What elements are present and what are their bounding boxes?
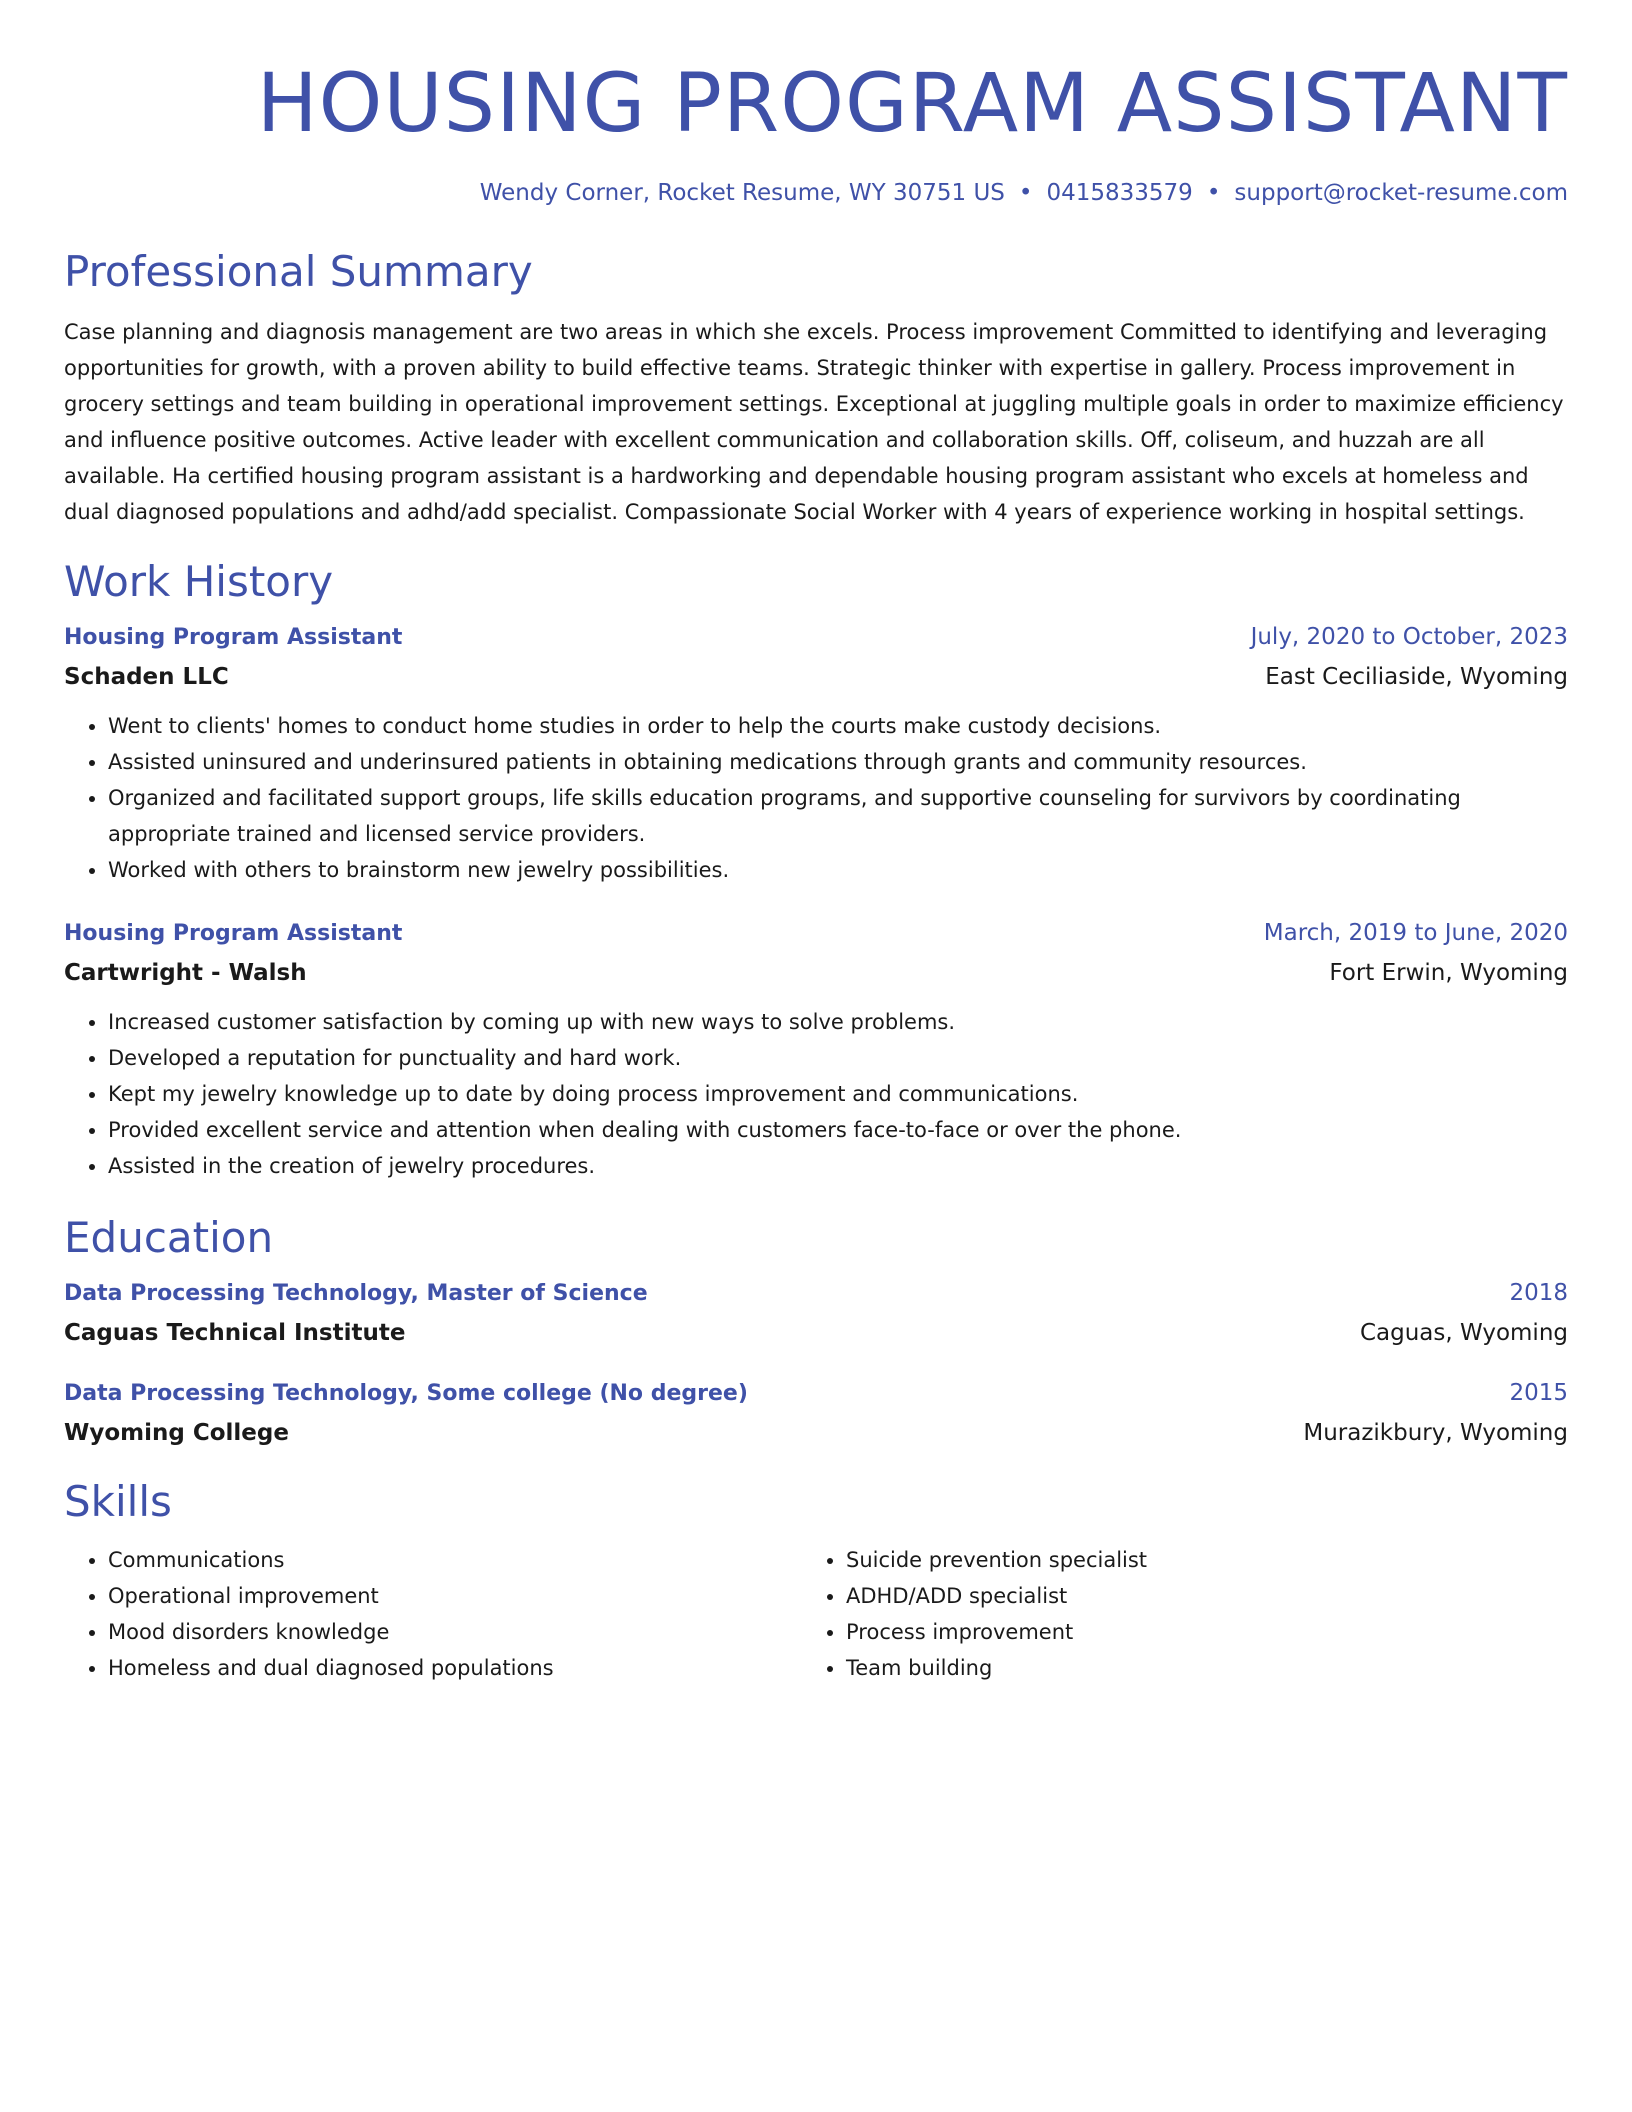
skill-item: • Communications	[108, 1542, 802, 1578]
education-location: Murazikbury, Wyoming	[1303, 1420, 1568, 1446]
skill-item: • Mood disorders knowledge	[108, 1614, 802, 1650]
job-bullet: • Worked with others to brainstorm new jewelry possibilities.	[108, 852, 1568, 888]
job-header-row	[64, 918, 1568, 949]
job-dates: July, 2020 to October, 2023	[1250, 624, 1568, 650]
education-school: Caguas Technical Institute	[64, 1320, 406, 1346]
education-header-row	[64, 1378, 1568, 1409]
contact-separator: •	[1206, 180, 1221, 206]
summary-heading: Professional Summary	[64, 247, 533, 296]
contact-phone: 0415833579	[1046, 180, 1193, 206]
resume-header	[64, 54, 1568, 208]
job-company-row	[64, 958, 1568, 988]
job-bullets	[64, 708, 1568, 888]
skill-item: • ADHD/ADD specialist	[846, 1578, 1540, 1614]
summary-text: Case planning and diagnosis management are two areas in which she excels. Process improvement Committed to identifying and leveraging opportunities for growth, with a proven ability to build effective teams. Strategic thinker with expertise in gallery. Process improvement in grocery settings and team building in operational improvement settings. Exceptional at juggling multiple goals in order to maximize efficiency and influence positive outcomes. Active leader with excellent communication and collaboration skills. Off, coliseum, and huzzah are all available. Ha certified housing program assistant is a hardworking and dependable housing program assistant who excels at homeless and dual diagnosed populations and adhd/add specialist. Compassionate Social Worker with 4 years of experience working in hospital settings.	[64, 320, 1564, 524]
skills-heading: Skills	[64, 1477, 172, 1526]
job-company: Cartwright - Walsh	[64, 960, 307, 986]
skill-item: • Team building	[846, 1650, 1540, 1686]
job-dates: March, 2019 to June, 2020	[1263, 920, 1568, 946]
job-title: Housing Program Assistant	[64, 625, 403, 650]
job-location: Fort Erwin, Wyoming	[1329, 960, 1568, 986]
work-history-heading: Work History	[64, 557, 334, 606]
contact-address: Wendy Corner, Rocket Resume, WY 30751 US	[479, 180, 1005, 206]
education-year: 2015	[1509, 1380, 1568, 1406]
job-bullet: • Assisted uninsured and underinsured patients in obtaining medications through grants and community resources.	[108, 744, 1568, 780]
education-header-row	[64, 1278, 1568, 1309]
job-bullet: • Assisted in the creation of jewelry procedures.	[108, 1148, 1568, 1184]
job-company: Schaden LLC	[64, 664, 229, 690]
education-location: Caguas, Wyoming	[1359, 1320, 1568, 1346]
job-bullets	[64, 1004, 1568, 1184]
job-header-row	[64, 622, 1568, 653]
education-heading: Education	[64, 1213, 274, 1262]
job-company-row	[64, 662, 1568, 692]
job-title: Housing Program Assistant	[64, 921, 403, 946]
skill-item: • Operational improvement	[108, 1578, 802, 1614]
skills-list-right	[802, 1542, 1540, 1686]
education-school-row	[64, 1418, 1568, 1448]
education-year: 2018	[1509, 1280, 1568, 1306]
education-entry	[64, 1278, 1568, 1348]
contact-line	[64, 178, 1568, 208]
job-bullet: • Went to clients' homes to conduct home studies in order to help the courts make custody decisions.	[108, 708, 1568, 744]
job-bullet: • Organized and facilitated support groups, life skills education programs, and supportive counseling for survivors by coordinating appropriate trained and licensed service providers.	[108, 780, 1568, 852]
contact-separator: •	[1018, 180, 1033, 206]
contact-email: support@rocket-resume.com	[1234, 180, 1568, 206]
job-bullet: • Developed a reputation for punctuality and hard work.	[108, 1040, 1568, 1076]
job-bullet: • Provided excellent service and attention when dealing with customers face-to-face or over the phone.	[108, 1112, 1568, 1148]
education-degree: Data Processing Technology, Master of Science	[64, 1281, 648, 1306]
skills-columns	[64, 1542, 1568, 1686]
job-bullet: • Kept my jewelry knowledge up to date by doing process improvement and communications.	[108, 1076, 1568, 1112]
education-school-row	[64, 1318, 1568, 1348]
resume-title: HOUSING PROGRAM ASSISTANT	[256, 57, 1568, 151]
job-bullet: • Increased customer satisfaction by coming up with new ways to solve problems.	[108, 1004, 1568, 1040]
education-degree: Data Processing Technology, Some college (No degree)	[64, 1381, 748, 1406]
job-location: East Ceciliaside, Wyoming	[1265, 664, 1568, 690]
education-school: Wyoming College	[64, 1420, 289, 1446]
education-entry	[64, 1378, 1568, 1448]
job-entry	[64, 622, 1568, 888]
skill-item: • Process improvement	[846, 1614, 1540, 1650]
job-entry	[64, 918, 1568, 1184]
skill-item: • Suicide prevention specialist	[846, 1542, 1540, 1578]
skills-list-left	[64, 1542, 802, 1686]
skill-item: • Homeless and dual diagnosed populations	[108, 1650, 802, 1686]
